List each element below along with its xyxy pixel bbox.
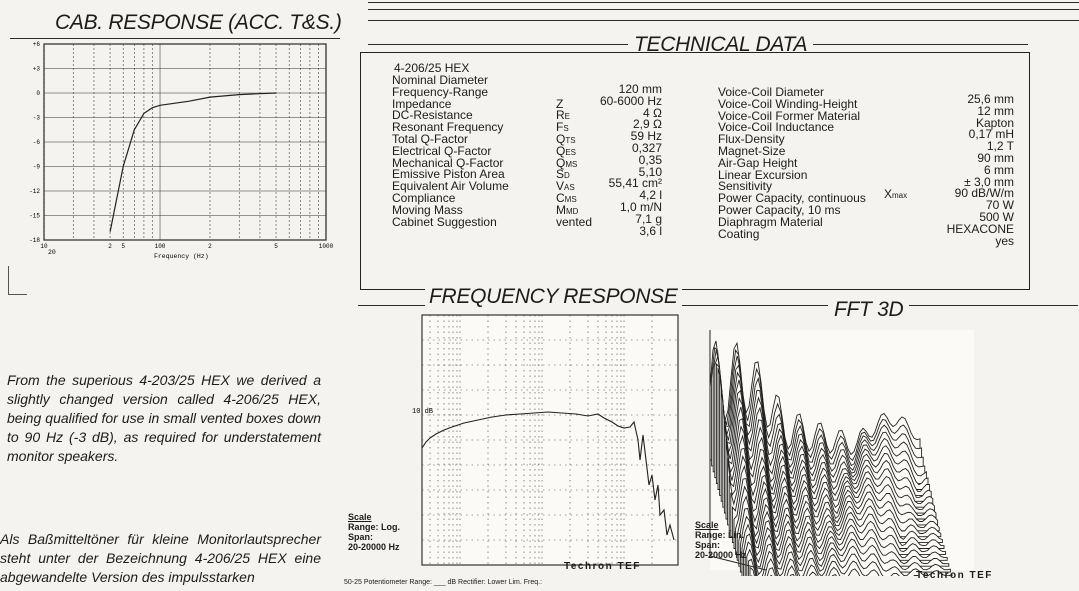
tech-right-label: Voice-Coil Diameter: [718, 85, 825, 99]
tech-left-label: DC-Resistance: [392, 108, 473, 123]
tech-right-label: Power Capacity, continuous: [718, 191, 866, 206]
tech-left-value: 3,6 l: [639, 223, 662, 238]
tech-left-value: 4,2 l: [639, 188, 662, 203]
cab-x-tick: 5: [274, 243, 278, 250]
scribble-mark: [8, 266, 27, 295]
tech-right-label: Voice-Coil Winding-Height: [718, 96, 858, 111]
tech-symbol: MMD: [556, 202, 579, 217]
tech-right-value: 12 mm: [977, 103, 1014, 118]
tech-right-label: Power Capacity, 10 ms: [718, 202, 841, 217]
tech-symbol: SD: [556, 167, 570, 182]
cab-y-tick: +3: [32, 65, 40, 73]
tech-right-label: Voice-Coil Inductance: [718, 120, 835, 135]
freq-scale-line: Span:: [348, 532, 374, 542]
tech-right-value: 500 W: [979, 209, 1014, 224]
tech-left-label: Mechanical Q-Factor: [392, 155, 504, 170]
tech-right-labels: [718, 87, 866, 240]
tech-right-value: 70 W: [985, 198, 1014, 213]
tech-left-value: 60-6000 Hz: [599, 93, 662, 108]
tech-left-values: [582, 84, 662, 237]
freq-scale-legend: Scale Range: Log. Span: 20-20000 Hz: [348, 512, 400, 552]
tech-right-label: Air-Gap Height: [718, 155, 798, 170]
tech-right-value: 90 dB/W/m: [954, 186, 1014, 201]
tech-right-label: Voice-Coil Former Material: [718, 108, 861, 123]
cab-response-title: CAB. RESPONSE (ACC. T&S.): [55, 11, 342, 34]
tech-symbol: VAS: [556, 179, 575, 194]
tech-left-value: 0,327: [631, 140, 662, 155]
cab-y-tick: -9: [32, 163, 40, 171]
tech-left-label: Equivalent Air Volume: [392, 179, 509, 194]
tech-left-value: 0,35: [638, 152, 662, 167]
tech-right-label: Linear Excursion: [718, 167, 808, 182]
fft-scale-line: Range: Lin.: [695, 530, 744, 540]
fft-title: FFT 3D: [828, 298, 909, 322]
tech-symbol: QES: [556, 143, 577, 158]
tech-left-label: Frequency-Range: [392, 84, 489, 99]
cab-y-tick: -15: [29, 212, 40, 220]
cab-y-tick: -3: [32, 114, 40, 122]
top-rule-2: [368, 9, 1079, 10]
tech-left-labels: [392, 75, 509, 228]
tech-right-label: Sensitivity: [718, 179, 773, 194]
tech-left-value: 5,10: [638, 164, 662, 179]
tech-left-value: 59 Hz: [630, 129, 662, 144]
tech-left-value: 1,0 m/N: [619, 199, 662, 214]
tech-right-value: 90 mm: [977, 150, 1014, 165]
freq-footer: 50-25 Potentiometer Range: ___ dB Rectifier: Lower Lim. Freq.:: [344, 579, 543, 586]
tech-right-value: 1,2 T: [986, 139, 1014, 154]
tech-right-value: 0,17 mH: [968, 127, 1014, 142]
cab-y-tick: -12: [29, 188, 40, 195]
english-description: From the superious 4-203/25 HEX we derived a slightly changed version called 4-206/25 HEX, being qualified for use in small vented boxes down to 90 Hz (-3 dB), as required for understatement monitor speakers.: [7, 372, 321, 464]
cab-x-tick: 2: [108, 243, 112, 250]
tech-right-label: Coating: [718, 226, 760, 241]
tech-left-label: Impedance: [392, 96, 452, 111]
cab-title-rule: [10, 38, 340, 39]
tech-left-label: Total Q-Factor: [392, 131, 469, 146]
tech-left-value: 120 mm: [618, 82, 662, 96]
tech-right-value: ± 3,0 mm: [964, 174, 1014, 189]
tech-left-label: Resonant Frequency: [392, 120, 504, 135]
tech-symbol: Z: [556, 96, 564, 111]
tech-left-value: 55,41 cm²: [608, 176, 662, 191]
tech-right-value: 25,6 mm: [967, 92, 1014, 106]
tech-right-value: 6 mm: [984, 162, 1014, 177]
tech-right-value: Kapton: [975, 115, 1014, 130]
german-description: Als Baßmitteltöner für kleine Monitorlautsprecher steht unter der Bezeichnung 4-206/25 HEX eine abgewandelte Version des impulsstarken: [0, 531, 321, 585]
tech-symbol: RE: [556, 108, 571, 123]
xmax-symbol: Xmax: [884, 187, 908, 201]
cab-x-tick: 5: [121, 243, 125, 250]
tech-left-label: Moving Mass: [392, 202, 463, 217]
frequency-response-plot: [412, 310, 682, 575]
cab-y-tick: 0: [36, 90, 40, 97]
cab-x-tick: 2: [208, 243, 212, 250]
tech-right-value: HEXACONE: [946, 221, 1014, 236]
tech-right-values: [880, 94, 1014, 247]
tech-left-value: 2,9 Ω: [633, 117, 662, 132]
tech-symbol: QTS: [556, 131, 576, 146]
fft-scale-line: 20-20000 Hz: [695, 550, 747, 560]
fft-scale-legend: Scale Range: Lin. Span: 20-20000 Hz: [695, 520, 747, 560]
cab-y-tick: +6: [32, 41, 40, 48]
tech-symbol: QMS: [556, 155, 578, 170]
cab-x-tick: 100: [154, 243, 166, 250]
cab-x-tick: 1000: [318, 243, 334, 250]
tech-left-label: Nominal Diameter: [392, 73, 489, 87]
tech-left-label: Electrical Q-Factor: [392, 143, 492, 158]
tech-left-value: 4 Ω: [643, 105, 662, 120]
tech-right-label: Magnet-Size: [718, 143, 786, 158]
fr-marker: 10 dB: [412, 408, 434, 416]
tech-symbol: FS: [556, 120, 569, 135]
cab-y-tick: -6: [32, 139, 40, 146]
top-rule-3: [368, 20, 1079, 21]
tech-model: 4-206/25 HEX: [394, 61, 470, 75]
freq-scale-line: 20-20000 Hz: [348, 542, 400, 552]
tech-title: TECHNICAL DATA: [628, 33, 813, 57]
cab-y-tick: -18: [29, 237, 40, 244]
freq-scale-line: Range: Log.: [348, 522, 400, 532]
tech-left-label: Emissive Piston Area: [392, 167, 505, 182]
tech-left-value: 7,1 g: [635, 211, 662, 226]
freq-brand: Techron TEF: [564, 561, 641, 572]
cab-x-tick: 10: [40, 243, 48, 250]
tech-right-label: Flux-Density: [718, 132, 785, 147]
cab-response-chart: [14, 40, 334, 265]
cab-x-label: Frequency (Hz): [154, 253, 209, 260]
top-rule-1: [368, 2, 1079, 3]
fft-brand: Techron TEF: [916, 570, 993, 581]
tech-symbol: CMS: [556, 190, 577, 205]
tech-left-label: Compliance: [392, 190, 456, 205]
tech-right-value: yes: [995, 233, 1014, 248]
tech-left-label: Cabinet Suggestion: [392, 214, 497, 229]
freq-title: FREQUENCY RESPONSE: [425, 285, 682, 309]
fft-scale-line: Span:: [695, 540, 721, 550]
cab-x-sublabel: 20: [48, 249, 56, 256]
tech-symbol: vented: [556, 214, 593, 229]
tech-right-label: Diaphragm Material: [718, 214, 823, 229]
